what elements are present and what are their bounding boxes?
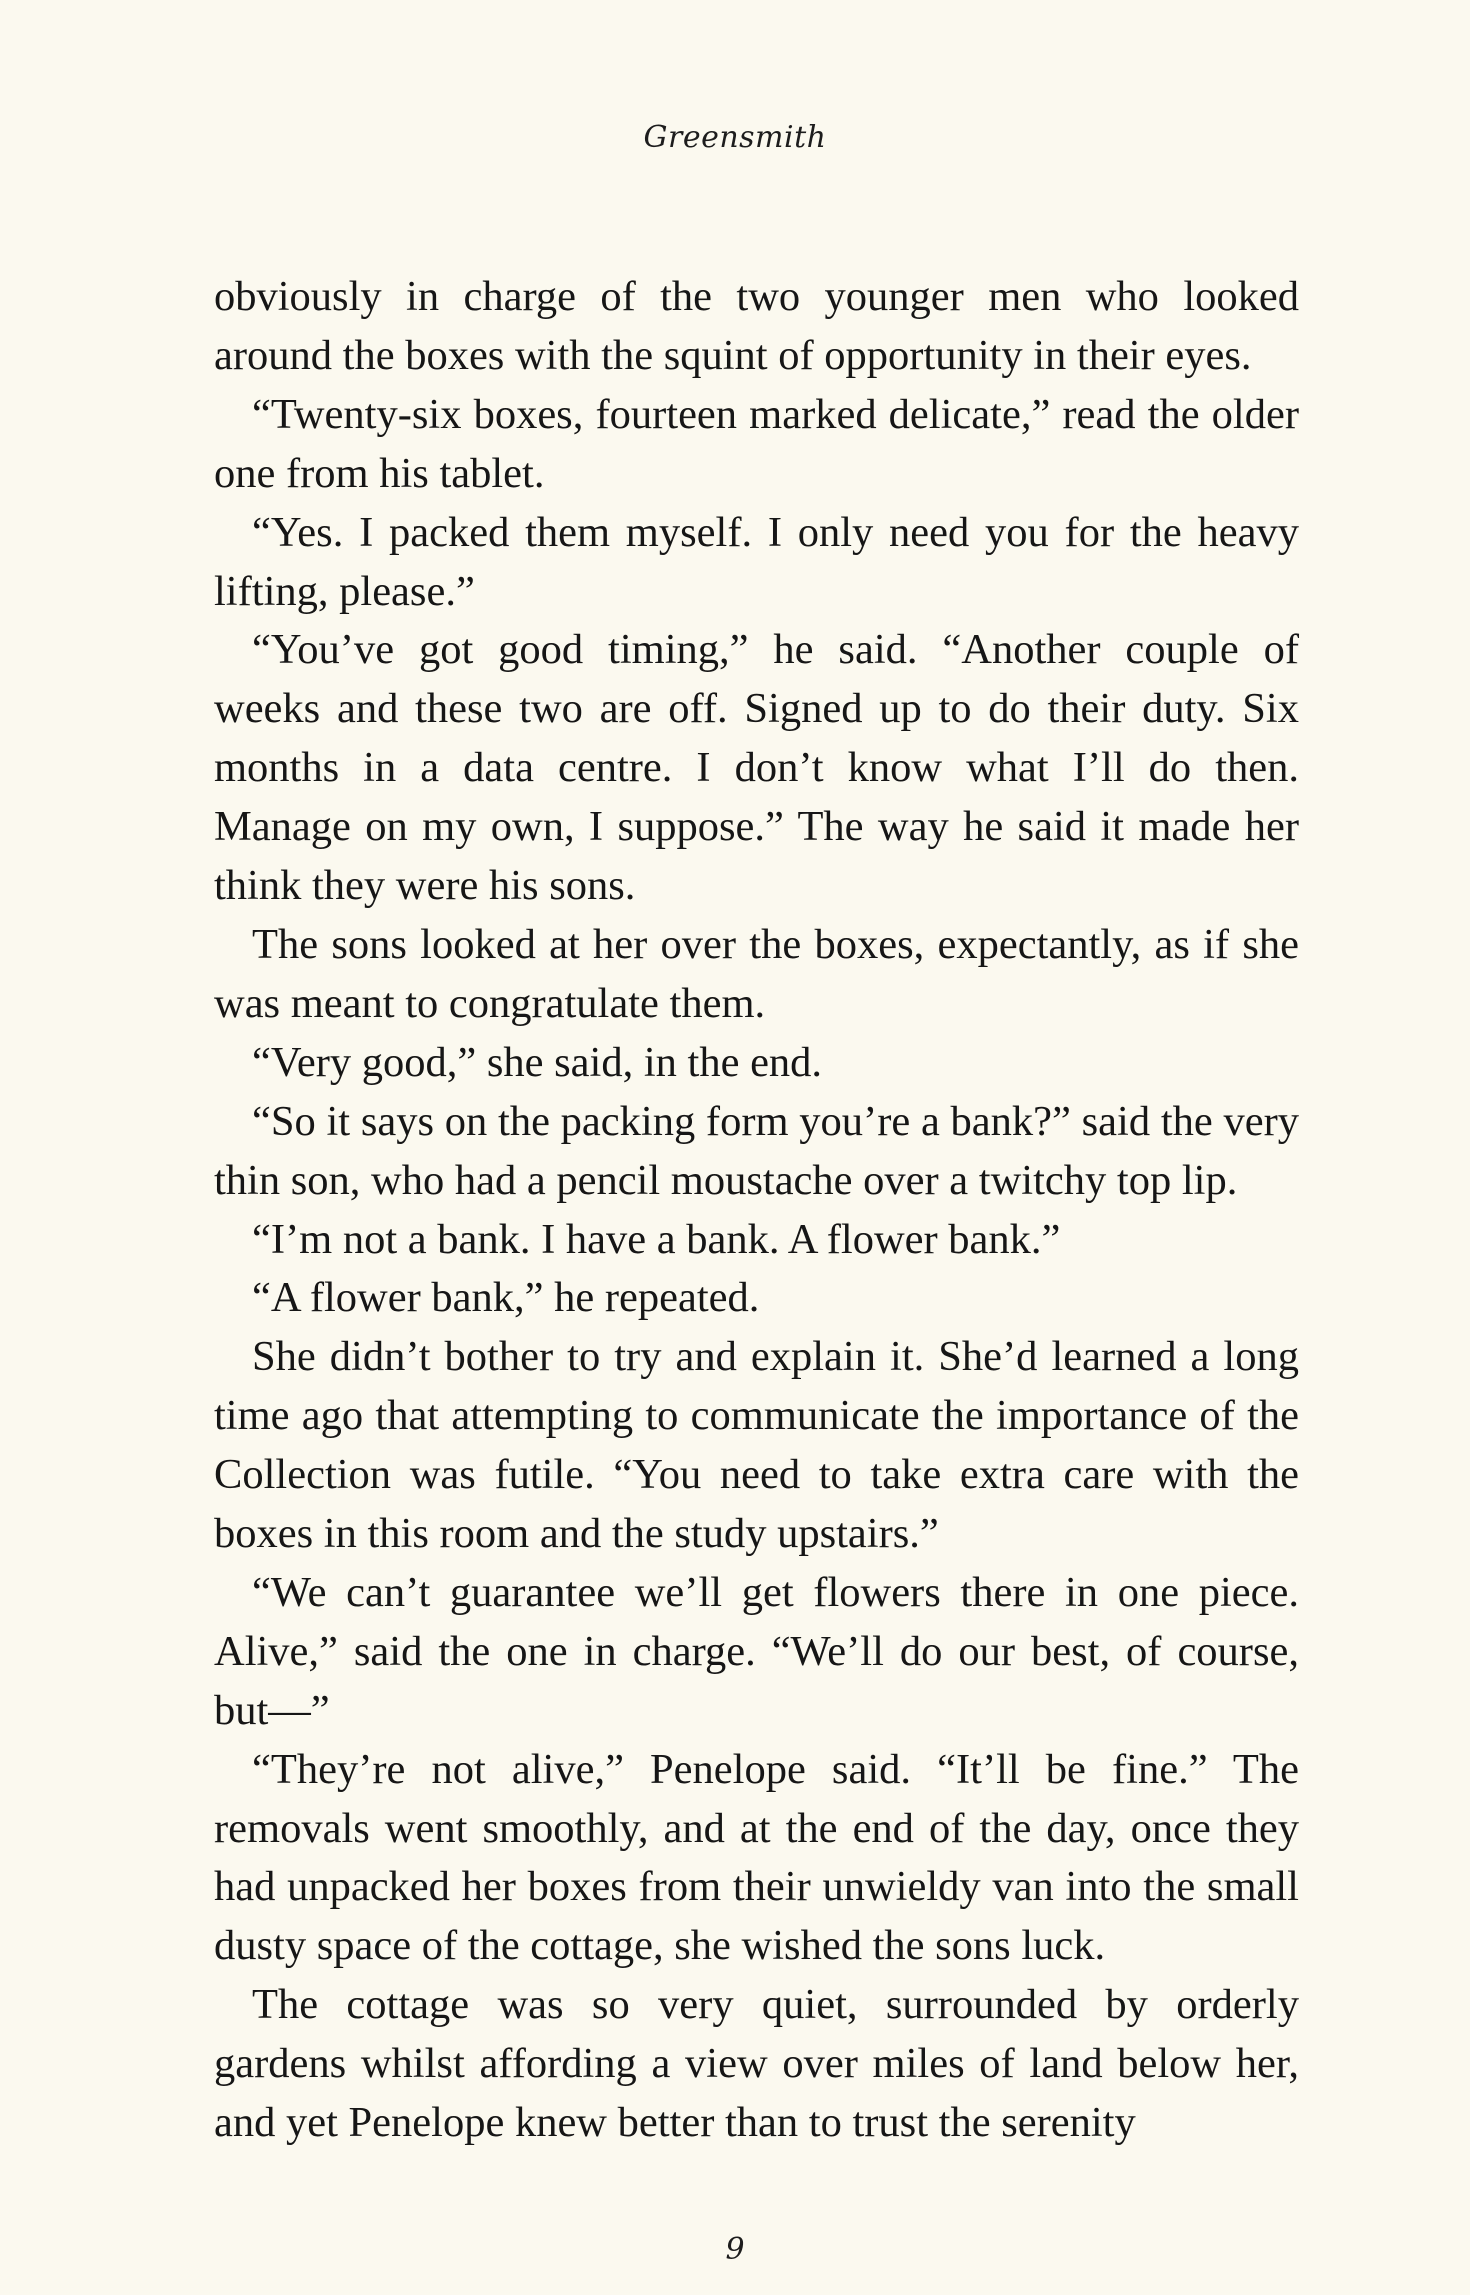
paragraph: “They’re not alive,” Penelope said. “It’ll be fine.” The removals went smoothly, and at the end of the day, once they had unpacked her boxes from their unwieldy van into the small dusty space of the cottage, she wished the sons luck.: [214, 1745, 1299, 1970]
running-head: Greensmith: [643, 120, 827, 155]
paragraph: “Twenty-six boxes, fourteen marked delicate,” read the older one from his tablet.: [214, 390, 1299, 497]
paragraph: “You’ve got good timing,” he said. “Another couple of weeks and these two are off. Signed up to do their duty. Six months in a data centre. I don’t know what I’ll do then. Manage on my own, I suppose.” The way he said it made her think they were his sons.: [214, 626, 1299, 910]
paragraph: obviously in charge of the two younger men who looked around the boxes with the squint of opportunity in their eyes.: [214, 273, 1299, 379]
paragraph: The sons looked at her over the boxes, expectantly, as if she was meant to congratulate them.: [214, 920, 1299, 1027]
paragraph: “We can’t guarantee we’ll get flowers there in one piece. Alive,” said the one in charge. “We’ll do our best, of course, but—”: [214, 1568, 1299, 1734]
paragraph: She didn’t bother to try and explain it. She’d learned a long time ago that attempting to communicate the importance of the Collection was futile. “You need to take extra care with the boxes in this room and the study upstairs.”: [214, 1333, 1299, 1558]
body-text: [214, 268, 1299, 2153]
page-number: 9: [725, 2232, 745, 2267]
paragraph: “So it says on the packing form you’re a bank?” said the very thin son, who had a pencil moustache over a twitchy top lip.: [214, 1097, 1299, 1204]
paragraph: The cottage was so very quiet, surrounded by orderly gardens whilst affording a view over miles of land below her, and yet Penelope knew better than to trust the serenity: [214, 1981, 1299, 2147]
paragraph: “A flower bank,” he repeated.: [252, 1274, 760, 1322]
paragraph: “Very good,” she said, in the end.: [252, 1038, 823, 1086]
paragraph: “I’m not a bank. I have a bank. A flower bank.”: [252, 1215, 1061, 1263]
paragraph: “Yes. I packed them myself. I only need you for the heavy lifting, please.”: [214, 508, 1299, 615]
